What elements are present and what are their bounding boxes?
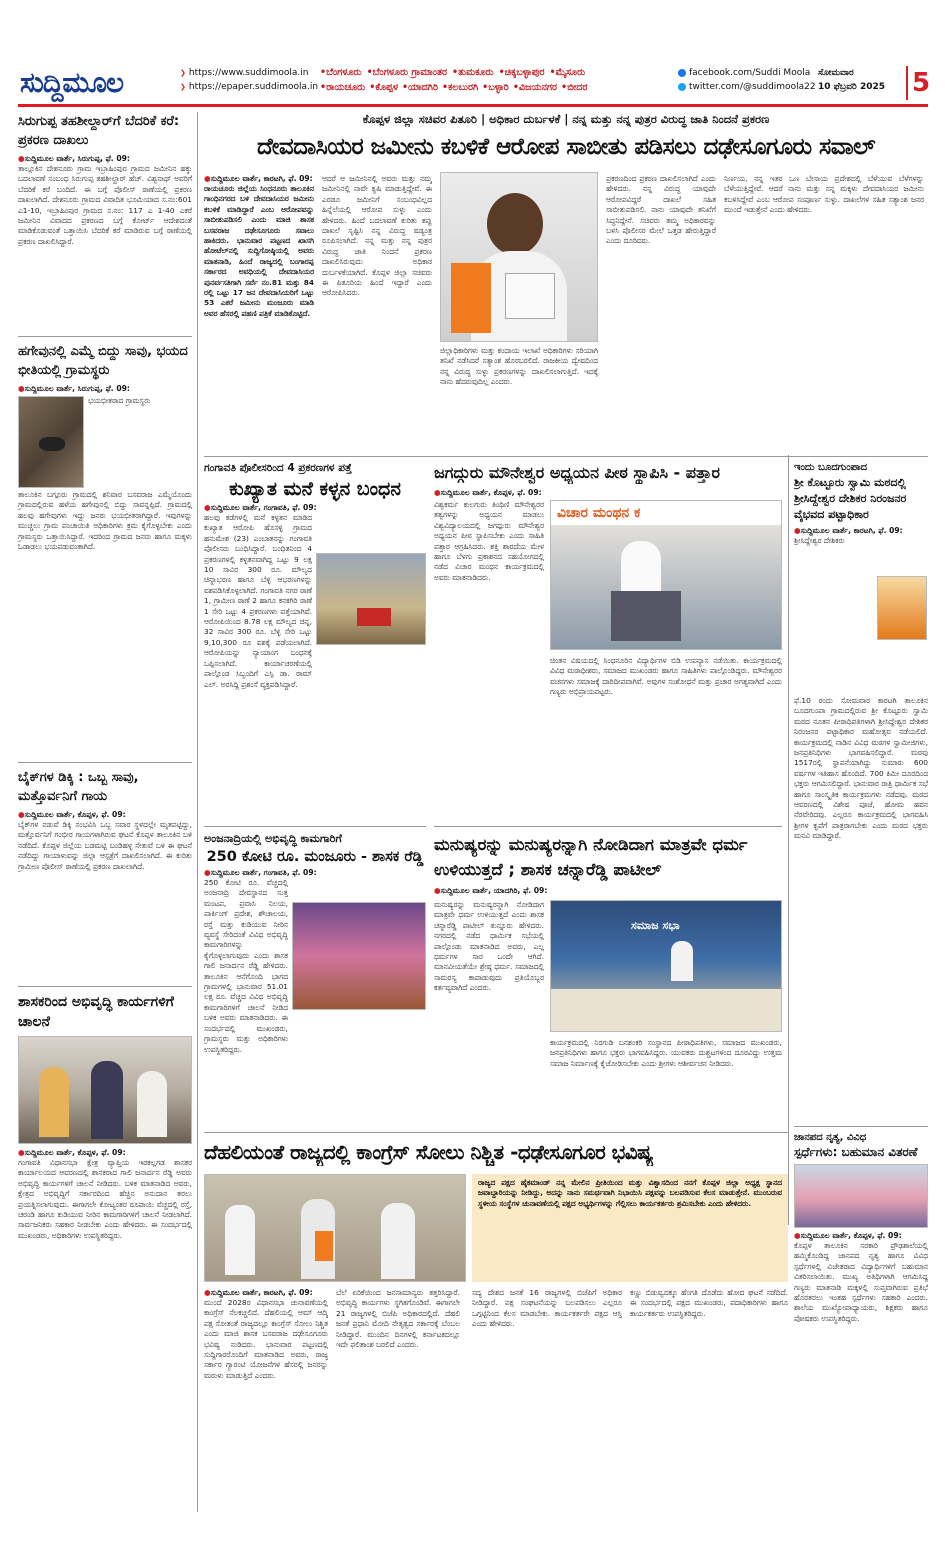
byline: ●ಸುದ್ದಿಮೂಲ ವಾರ್ತೆ, ಕಾರಟಗಿ, ಫೆ. 09: [794, 526, 903, 535]
byline: ●ಸುದ್ದಿಮೂಲ ವಾರ್ತೆ, ಸಿರುಗುಪ್ಪ, ಫೆ. 09: [18, 154, 130, 163]
nav-item-mysuru[interactable]: •ಮೈಸೂರು [549, 67, 586, 78]
nav-item-bengaluru-rural[interactable]: •ಬೆಂಗಳೂರು ಗ್ರಾಮಾಂತರ [366, 67, 447, 78]
col-3: ಸದ್ಯ ದೇಶದ ಜನತೆ 16 ರಾಜ್ಯಗಳಲ್ಲಿ ಬಿಜೆಪಿಗೆ ಅಧಿಕಾರ ನೀಡಿದ್ದಾರೆ. ಪಕ್ಷ ಸಂಘಟನೆಯನ್ನು ಬಲಪಡಿಸಲು ಎಲ್ಲರೂ ಒಗ್ಗಟ್ಟಿನಿಂದ ಕೆಲಸ ಮಾಡಬೇಕು. ಕಾರ್ಯಕರ್ತರೇ ಪಕ್ಷದ ಆಸ್ತಿ ಎಂದು ಹೇಳಿದರು. [472, 1288, 622, 1329]
nav-item-bidar[interactable]: •ಬೀದರ [561, 82, 588, 93]
byline: ●ಸುದ್ದಿಮೂಲ ವಾರ್ತೆ, ಕೊಪ್ಪಳ, ಫೆ. 09: [18, 810, 126, 819]
highlight-box [472, 1174, 788, 1282]
headline: ಶಾಸಕರಿಂದ ಅಭಿವೃದ್ಧಿ ಕಾರ್ಯಗಳಿಗೆ ಚಾಲನೆ [18, 994, 174, 1030]
kicker: ಇಂದು ಬೂದಗುಂಪಾದ [794, 462, 868, 473]
col-1: ಮನುಷ್ಯರನ್ನು ಮನುಷ್ಯರನ್ನಾಗಿ ನೋಡಿದಾಗ ಮಾತ್ರವೇ ಧರ್ಮ ಉಳಿಯುತ್ತದೆ ಎಂದು ಶಾಸಕ ಚನ್ನಾರೆಡ್ಡಿ ಪಾಟೀಲ್ ತುನ್ನೂರು ಹೇಳಿದರು. ನಗರದಲ್ಲಿ ನಡೆದ ಧಾರ್ಮಿಕ ಸಭೆಯಲ್ಲಿ ಪಾಲ್ಗೊಂಡು ಮಾತನಾಡಿದ ಅವರು, ಎಲ್ಲ ಧರ್ಮಗಳ ಸಾರ ಒಂದೇ ಆಗಿದೆ. ಮಾನವೀಯತೆಯೇ ಶ್ರೇಷ್ಠ ಧರ್ಮ. ಸಮಾಜದಲ್ಲಿ ಸಾಮರಸ್ಯ ಕಾಪಾಡುವುದು ಪ್ರತಿಯೊಬ್ಬರ ಕರ್ತವ್ಯವಾಗಿದೆ ಎಂದರು. [434, 900, 544, 993]
nav-item-raichur[interactable]: •ರಾಯಚೂರು [320, 82, 366, 93]
headline: ದೆಹಲಿಯಂತೆ ರಾಜ್ಯದಲ್ಲಿ ಕಾಂಗ್ರೆಸ್ ಸೋಲು ನಿಶ್ಚಿತ -ಧಢೇಸೂಗೂರ ಭವಿಷ್ಯ [204, 1140, 654, 1164]
facebook-link[interactable]: facebook.com/Suddi Moola [689, 68, 811, 78]
photo-banner: ವಿಚಾರ ಮಂಥನ ಕ [551, 501, 782, 525]
jagadguru-photo [550, 500, 782, 650]
story-body: ಫೆ.10 ರಂದು ಸೋಮವಾರ ಕಾರಟಗಿ ತಾಲೂಕಿನ ಬೂದಗುಂಪಾ ಗ್ರಾಮದಲ್ಲಿರುವ ಶ್ರೀ ಕೊಟ್ಟೂರು ಸ್ವಾಮಿ ಮಠದ ನೂತನ ಪೀಠಾಧಿಪತಿಗಳಾಗಿ ಶ್ರೀಸಿದ್ದೇಶ್ವರ ದೇಶಿಕರ ನಿರಂಜನರ ಪಟ್ಟಾಧಿಕಾರ ಮಹೋತ್ಸವ ನಡೆಯಲಿದೆ. ಕಾರ್ಯಕ್ರಮದಲ್ಲಿ ನಾಡಿನ ವಿವಿಧ ಮಠಗಳ ಸ್ವಾಮೀಜಿಗಳು, ಜನಪ್ರತಿನಿಧಿಗಳು ಭಾಗವಹಿಸಲಿದ್ದಾರೆ. ಮಠವು 1517ರಲ್ಲಿ ಸ್ಥಾಪನೆಯಾಗಿದ್ದು ಸುಮಾರು 600 ವರ್ಷಗಳ ಇತಿಹಾಸ ಹೊಂದಿದೆ. 700 ಕಿಮೀ ದೂರದಿಂದ ಭಕ್ತರು ಆಗಮಿಸಲಿದ್ದಾರೆ. ಭಾನುವಾರ ರಾತ್ರಿ ಧಾರ್ಮಿಕ ಸಭೆ ಹಾಗೂ ಸಾಂಸ್ಕೃತಿಕ ಕಾರ್ಯಕ್ರಮಗಳು ನಡೆದವು. ಮಠದ ಆವರಣದಲ್ಲಿ ವಿಶೇಷ ಪೂಜೆ, ಹೋಮ ಹವನ ನೆರವೇರಿದವು. ಎಲ್ಲರೂ ಕಾರ್ಯಕ್ರಮದಲ್ಲಿ ಭಾಗವಹಿಸಿ ಶ್ರೀಗಳ ಕೃಪೆಗೆ ಪಾತ್ರರಾಗಬೇಕು ಎಂದು ಮಠದ ಭಕ್ತರು ಮನವಿ ಮಾಡಿದ್ದಾರೆ. [794, 696, 928, 841]
stage-banner: ಸಮಾಜ ಸಭಾ [631, 919, 680, 932]
left-story-buffalo [18, 342, 192, 742]
date-block [818, 68, 904, 92]
byline: ●ಸುದ್ದಿಮೂಲ ವಾರ್ತೆ, ಯಾದಗಿರಿ, ಫೆ. 09: [434, 886, 548, 895]
lead-story [204, 112, 928, 452]
lead-col-4: ಪ್ರಕರಣದಿಂದ ಪ್ರಕರಣ ದಾಖಲಿಸಲಾಗಿದೆ ಎಂದು ಹೇಳಿದರು. ನನ್ನ ವಿರುದ್ಧ ಯಾವುದೇ ಆರೋಪವಿದ್ದರೆ ದಾಖಲೆ ಸಹಿತ ಸಾಬೀತುಪಡಿಸಲಿ. ನಾನು ಯಾವುದೇ ತನಿಖೆಗೆ ಸಿದ್ಧನಿದ್ದೇನೆ. ಸಚಿವರು ತಮ್ಮ ಅಧಿಕಾರವನ್ನು ಬಳಸಿ ಪೊಲೀಸರ ಮೇಲೆ ಒತ್ತಡ ಹೇರುತ್ತಿದ್ದಾರೆ ಎಂದು ದೂರಿದರು. [606, 174, 716, 246]
byline: ●ಸುದ್ದಿಮೂಲ ವಾರ್ತೆ, ಕೊಪ್ಪಳ, ಫೆ. 09: [434, 488, 542, 497]
facebook-icon [678, 69, 686, 77]
swamiji-photo [877, 576, 927, 640]
left-story-development [18, 992, 192, 1512]
twitter-icon [678, 83, 686, 91]
headline: ಮನುಷ್ಯರನ್ನು ಮನುಷ್ಯರನ್ನಾಗಿ ನೋಡಿದಾಗ ಮಾತ್ರವೇ ಧರ್ಮ ಉಳಿಯುತ್ತದೆ ; ಶಾಸಕ ಚನ್ನಾರೆಡ್ಡಿ ಪಾಟೀಲ್ [434, 835, 748, 879]
nav-item-bengaluru[interactable]: •ಬೆಂಗಳೂರು [320, 67, 362, 78]
arrow-icon: ❯ [180, 69, 186, 77]
arrow-icon: ❯ [180, 83, 186, 91]
nav-item-tumakuru[interactable]: •ತುಮಕೂರು [452, 67, 494, 78]
right-story-mutt [794, 462, 928, 1122]
col-1: ಮುಂದೆ 2028ರ ವಿಧಾನಸಭಾ ಚುನಾವಣೆಯಲ್ಲಿ ಕಾಂಗ್ರೆಸ್ ನೆಲಕಚ್ಚಲಿದೆ. ದೆಹಲಿಯಲ್ಲಿ ಆಮ್ ಆದ್ಮಿ ಪಕ್ಷ ಸೋತಂತೆ ರಾಜ್ಯದಲ್ಲೂ ಕಾಂಗ್ರೆಸ್ ಸೋಲು ನಿಶ್ಚಿತ ಎಂದು ಮಾಜಿ ಶಾಸಕ ಬಸವರಾಜ ದಢೇಸೂಗೂರು ಭವಿಷ್ಯ ನುಡಿದರು. ಭಾನುವಾರ ಪಟ್ಟಣದಲ್ಲಿ ಸುದ್ದಿಗಾರರೊಂದಿಗೆ ಮಾತನಾಡಿದ ಅವರು, ರಾಜ್ಯ ಸರ್ಕಾರ ಗ್ಯಾರಂಟಿ ಯೋಜನೆಗಳ ಹೆಸರಲ್ಲಿ ಜನರನ್ನು ಮರುಳು ಮಾಡುತ್ತಿದೆ ಎಂದರು. [204, 1298, 328, 1380]
police-photo [316, 553, 426, 645]
story-body: ತಾಲೂಕಿನ ಬಗ್ಗೂರು ಗ್ರಾಮದಲ್ಲಿ ಶನಿವಾರ ಬಸವರಾಜ ಎಮ್ಮೆಯೊಂದು ಗ್ರಾಮದಲ್ಲಿರುವ ಹಳೆಯ ಹಗೇವುನಲ್ಲಿ ಬಿದ್ದು ಸಾವನ್ನಪ್ಪಿದೆ. ಗ್ರಾಮದಲ್ಲಿ ಹಲವು ಹಗೇವುಗಳು ಇದ್ದು ಜನರು ಭಯಭೀತರಾಗಿದ್ದಾರೆ. ಇವುಗಳನ್ನು ಮುಚ್ಚಲು ಗ್ರಾಮ ಪಂಚಾಯಿತಿ ಅಧಿಕಾರಿಗಳು ಕ್ರಮ ಕೈಗೊಳ್ಳಬೇಕು ಎಂದು ಗ್ರಾಮಸ್ಥರು ಒತ್ತಾಯಿಸಿದ್ದಾರೆ. ಇದರಿಂದ ಗ್ರಾಮದ ಜನರು ಹಾಗೂ ಮಕ್ಕಳು ಓಡಾಡಲು ಭಯಪಡುವಂತಾಗಿದೆ. [18, 490, 192, 552]
mla-office-photo [18, 1036, 192, 1144]
col-2: ಕಾರ್ಯಕ್ರಮದಲ್ಲಿ ನಿರಗುಡಿ ಬನಶಂಕರಿ ಸಂಸ್ಥಾನದ ಪೀಠಾಧಿಪತಿಗಳು, ಸಮಾಜದ ಮುಖಂಡರು, ಜನಪ್ರತಿನಿಧಿಗಳು ಹಾಗೂ ಭಕ್ತರು ಭಾಗವಹಿಸಿದ್ದರು. ಯುವಕರು ದುಶ್ಚಟಗಳಿಂದ ದೂರವಿದ್ದು ಉತ್ತಮ ಸಮಾಜ ನಿರ್ಮಾಣಕ್ಕೆ ಕೈಜೋಡಿಸಬೇಕು ಎಂದು ಶ್ರೀಗಳು ಆಶೀರ್ವಚನ ನೀಡಿದರು. [550, 1038, 782, 1068]
story-body-side: ಭಯಭೀತರಾದ ಗ್ರಾಮಸ್ಥರು [88, 396, 151, 405]
delhi-photo [204, 1174, 466, 1282]
nav-item-ballari[interactable]: •ಬಳ್ಳಾರಿ [482, 82, 509, 93]
masthead [18, 66, 931, 100]
jagadguru-story [434, 462, 782, 822]
ceremony-photo [292, 902, 426, 1010]
website-link[interactable]: https://www.suddimoola.in [188, 68, 309, 78]
story-body: 250 ಕೋಟಿ ರೂ. ವೆಚ್ಚದಲ್ಲಿ ಅಂಜನಾದ್ರಿ ದೇವಸ್ಥಾನದ ಸುತ್ತ ಮಂಟಪ, ಪ್ರವಾಸಿ ನಿಲಯ, ಪಾರ್ಕಿಂಗ್ ಪ್ರದೇಶ, ಶೌಚಾಲಯ, ರಸ್ತೆ ಮತ್ತು ಕುಡಿಯುವ ನೀರಿನ ವ್ಯವಸ್ಥೆ ಸೇರಿದಂತೆ ವಿವಿಧ ಅಭಿವೃದ್ಧಿ ಕಾಮಗಾರಿಗಳನ್ನು ಕೈಗೊಳ್ಳಲಾಗುವುದು ಎಂದು ಶಾಸಕ ಗಾಲಿ ಜನಾರ್ದನ ರೆಡ್ಡಿ ಹೇಳಿದರು. ತಾಲೂಕಿನ ಆನೆಗೊಂದಿ ಭಾಗದ ಗ್ರಾಮಗಳಲ್ಲಿ ಭಾನುವಾರ 51.01 ಲಕ್ಷ ರೂ. ವೆಚ್ಚದ ವಿವಿಧ ಅಭಿವೃದ್ಧಿ ಕಾಮಗಾರಿಗಳಿಗೆ ಚಾಲನೆ ನೀಡಿದ ಬಳಿಕ ಅವರು ಮಾತನಾಡಿದರು. ಈ ಸಂದರ್ಭದಲ್ಲಿ ಮುಖಂಡರು, ಗ್ರಾಮಸ್ಥರು ಮತ್ತು ಅಧಿಕಾರಿಗಳು ಉಪಸ್ಥಿತರಿದ್ದರು. [204, 878, 288, 1054]
lead-col-1: ರಾಯಚೂರು ಜಿಲ್ಲೆಯ ಸಿಂಧನೂರು ತಾಲೂಕಿನ ಗಾಂಧಿನಗರದ ಬಳಿ ದೇವದಾಸಿಯರ ಜಮೀನು ಕಬಳಿಕೆ ಮಾಡಿದ್ದಾರೆ ಎಂಬ ಆರೋಪವನ್ನು ಸಾಬೀತುಪಡಿಸಲಿ ಎಂದು ಮಾಜಿ ಶಾಸಕ ಬಸವರಾಜ ದಢೇಸೂಗೂರು ಸವಾಲು ಹಾಕಿದರು. ಭಾನುವಾರ ಪಟ್ಟಣದ ಖಾಸಗಿ ಹೋಟೆಲ್‌ನಲ್ಲಿ ಸುದ್ದಿಗೋಷ್ಠಿಯಲ್ಲಿ ಅವರು ಮಾತನಾಡಿ, ಹಿಂದೆ ರಾಜ್ಯದಲ್ಲಿ ಬಂಗಾರಪ್ಪ ಸರ್ಕಾರದ ಅವಧಿಯಲ್ಲಿ ದೇವದಾಸಿಯರ ಪುನರ್ವಸತಿಗಾಗಿ ಸರ್ವೆ ನಂ.81 ಮತ್ತು 84 ರಲ್ಲಿ ಒಟ್ಟು 17 ಜನ ದೇವದಾಸಿಯರಿಗೆ ಒಟ್ಟು 53 ಎಕರೆ ಜಮೀನು ಮಂಜೂರು ಮಾಡಿ ಅವರ ಹೆಸರಲ್ಲಿ ಪಹಣಿ ಪತ್ರಿಕೆ ಮಾಡಿಕೊಟ್ಟಿದೆ. [204, 184, 314, 318]
col-2: ಬೆಲೆ ಏರಿಕೆಯಿಂದ ಜನಸಾಮಾನ್ಯರು ತತ್ತರಿಸಿದ್ದಾರೆ. ಅಭಿವೃದ್ಧಿ ಕಾರ್ಯಗಳು ಸ್ಥಗಿತಗೊಂಡಿವೆ. ಈಗಾಗಲೇ 21 ರಾಜ್ಯಗಳಲ್ಲಿ ಬಿಜೆಪಿ ಅಧಿಕಾರದಲ್ಲಿದೆ. ದೆಹಲಿ ಜನತೆ ಪ್ರಧಾನಿ ಮೋದಿ ನೇತೃತ್ವದ ಸರ್ಕಾರಕ್ಕೆ ಬೆಂಬಲ ನೀಡಿದ್ದಾರೆ. ಮುಂದಿನ ದಿನಗಳಲ್ಲಿ ಕರ್ನಾಟಕದಲ್ಲೂ ಇದೇ ಫಲಿತಾಂಶ ಬರಲಿದೆ ಎಂದರು. [336, 1288, 460, 1350]
page-number: 5 [912, 68, 931, 98]
story-body: ಕೊಪ್ಪಳ ತಾಲೂಕಿನ ಸರಕಾರಿ ಪ್ರೌಢಶಾಲೆಯಲ್ಲಿ ಹಮ್ಮಿಕೊಂಡಿದ್ದ ಜಾನಪದ ನೃತ್ಯ ಹಾಗೂ ವಿವಿಧ ಸ್ಪರ್ಧೆಗಳಲ್ಲಿ ವಿಜೇತರಾದ ವಿದ್ಯಾರ್ಥಿಗಳಿಗೆ ಬಹುಮಾನ ವಿತರಿಸಲಾಯಿತು. ಮುಖ್ಯ ಅತಿಥಿಗಳಾಗಿ ಆಗಮಿಸಿದ್ದ ಗಣ್ಯರು ಮಾತನಾಡಿ ಮಕ್ಕಳಲ್ಲಿ ಸುಪ್ತವಾಗಿರುವ ಪ್ರತಿಭೆ ಹೊರತರಲು ಇಂತಹ ಸ್ಪರ್ಧೆಗಳು ಸಹಕಾರಿ ಎಂದರು. ಶಾಲೆಯ ಮುಖ್ಯೋಪಾಧ್ಯಾಯರು, ಶಿಕ್ಷಕರು ಹಾಗೂ ಪೋಷಕರು ಉಪಸ್ಥಿತರಿದ್ದರು. [794, 1241, 928, 1323]
headline: ಜಗದ್ಗುರು ಮೌನೇಶ್ವರ ಅಧ್ಯಯನ ಪೀಠ ಸ್ಥಾಪಿಸಿ - ಪತ್ತಾರ [434, 463, 720, 482]
headline: ಹಗೇವುನಲ್ಲಿ ಎಮ್ಮೆ ಬಿದ್ದು ಸಾವು, ಭಯದ ಭೀತಿಯಲ್ಲಿ ಗ್ರಾಮಸ್ಥರು [18, 344, 188, 378]
lead-photo [440, 172, 598, 342]
headline: 250 ಕೋಟಿ ರೂ. ಮಂಜೂರು - ಶಾಸಕ ರೆಡ್ಡಿ [206, 849, 424, 865]
nav-item-kalaburagi[interactable]: •ಕಲಬುರಗಿ [441, 82, 479, 93]
nav-item-chikkaballapur[interactable]: •ಚಿಕ್ಕಬಳ್ಳಾಪುರ [498, 67, 545, 78]
region-nav [320, 67, 680, 93]
lead-col-3: ಜಿಲ್ಲಾಧಿಕಾರಿಗಳು ಮತ್ತು ಕಂದಾಯ ಇಲಾಖೆ ಅಧಿಕಾರಿಗಳು ಸರಿಯಾಗಿ ತನಿಖೆ ನಡೆಸಿದರೆ ಸತ್ಯಾಂಶ ಹೊರಬರಲಿದೆ. ರಾಜಕೀಯ ದ್ವೇಷದಿಂದ ನನ್ನ ವಿರುದ್ಧ ಸುಳ್ಳು ಪ್ರಕರಣಗಳನ್ನು ದಾಖಲಿಸಲಾಗುತ್ತಿದೆ. ಇದಕ್ಕೆ ನಾನು ಹೆದರುವುದಿಲ್ಲ ಎಂದರು. [440, 346, 598, 387]
kicker: ಅಂಜನಾದ್ರಿಯಲ್ಲಿ ಅಭಿವೃದ್ಧಿ ಕಾಮಗಾರಿಗೆ [204, 832, 342, 845]
story-body: ಗಂಗಾವತಿ ವಿಧಾನಸಭಾ ಕ್ಷೇತ್ರ ವ್ಯಾಪ್ತಿಯ ಇರಕಲ್ಲಗಡ ಶಾಸಕರ ಕಾರ್ಯಾಲಯದ ಆವರಣದಲ್ಲಿ ಶಾಸಕರಾದ ಗಾಲಿ ಜನಾರ್ದನ ರೆಡ್ಡಿ ಅವರು ಅಭಿವೃದ್ಧಿ ಕಾರ್ಯಗಳಿಗೆ ಚಾಲನೆ ನೀಡಿದರು. ಬಳಿಕ ಮಾತನಾಡಿದ ಅವರು, ಕ್ಷೇತ್ರದ ಅಭಿವೃದ್ಧಿಗೆ ಸರ್ಕಾರದಿಂದ ಹೆಚ್ಚಿನ ಅನುದಾನ ತರಲು ಪ್ರಯತ್ನಿಸಲಾಗುವುದು. ಈಗಾಗಲೇ ಕೋಟ್ಯಂತರ ರೂಪಾಯಿ ವೆಚ್ಚದಲ್ಲಿ ರಸ್ತೆ, ಚರಂಡಿ ಹಾಗೂ ಕುಡಿಯುವ ನೀರಿನ ಕಾಮಗಾರಿಗಳಿಗೆ ಚಾಲನೆ ನೀಡಲಾಗಿದೆ. ಸಾರ್ವಜನಿಕರು ಸಹಕಾರ ನೀಡಬೇಕು ಎಂದು ಹೇಳಿದರು. ಈ ಸಂದರ್ಭದಲ್ಲಿ ಮುಖಂಡರು, ಅಧಿಕಾರಿಗಳು ಉಪಸ್ಥಿತರಿದ್ದರು. [18, 1158, 192, 1240]
headline: ಸಿರುಗುಪ್ಪ ತಹಶೀಲ್ದಾರ್‌ಗೆ ಬೆದರಿಕೆ ಕರೆ: ಪ್ರಕರಣ ದಾಖಲು [18, 114, 180, 148]
byline: ●ಸುದ್ದಿಮೂಲ ವಾರ್ತೆ, ಗಂಗಾವತಿ, ಫೆ. 09: [204, 503, 317, 512]
kicker: ಜಾನಪದ ನೃತ್ಯ, ವಿವಿಧ [794, 1132, 867, 1143]
social-links [678, 68, 818, 92]
headline: ಶ್ರೀ ಕೊಟ್ಟೂರು ಸ್ವಾಮಿ ಮಠದಲ್ಲಿ ಶ್ರೀಸಿದ್ದೇಶ್ವರ ದೇಶಿಕರ ನಿರಂಜನರ ವೈಭವದ ಪಟ್ಟಾಧಿಕಾರ [794, 476, 907, 521]
day-label: ಸೋಮವಾರ [818, 68, 854, 78]
date-label: 10 ಫೆಬ್ರವರಿ 2025 [818, 82, 885, 92]
headline: ಬೈಕ್‌ಗಳ ಡಿಕ್ಕಿ : ಒಬ್ಬ ಸಾವು, ಮತ್ತೊರ್ವನಿಗೆ ಗಾಯ [18, 770, 139, 804]
anjanadri-story [204, 826, 426, 1126]
left-story-tahsildar [18, 112, 192, 334]
nav-item-koppal[interactable]: •ಕೊಪ್ಪಳ [369, 82, 399, 93]
byline: ●ಸುದ್ದಿಮೂಲ ವಾರ್ತೆ, ಕೊಪ್ಪಳ, ಫೆ. 09: [794, 1231, 902, 1240]
lead-col-5: ನಿರ್ಣಯ, ನನ್ನ ಇತರ ಒಣ ಬೇಸಾಯ ಪ್ರದೇಶದಲ್ಲಿ ಬೆಳೆಯುವ ಬೆಳೆಗಳನ್ನು ಬೆಳೆಯುತ್ತಿದ್ದೇವೆ. ಆದರೆ ನಾನು ಮತ್ತು ನನ್ನ ಮಕ್ಕಳು ದೇವದಾಸಿಯರ ಜಮೀನು ಕಬಳಿಸಿದ್ದೇವೆ ಎಂಬ ಆರೋಪ ಸಂಪೂರ್ಣ ಸುಳ್ಳು. ದಾಖಲೆಗಳ ಸಹಿತ ಸತ್ಯಾಂಶ ಜನರ ಮುಂದೆ ಇಡುತ್ತೇನೆ ಎಂದು ಹೇಳಿದರು. [724, 174, 924, 215]
story-body: ಬೈಕ್‌ಗಳ ನಡುವೆ ಡಿಕ್ಕಿ ಸಂಭವಿಸಿ ಒಬ್ಬ ಸವಾರ ಸ್ಥಳದಲ್ಲೇ ಮೃತಪಟ್ಟಿದ್ದು, ಮತ್ತೊರ್ವನಿಗೆ ಗಂಭೀರ ಗಾಯಗಳಾಗಿರುವ ಘಟನೆ ಕೊಪ್ಪಳ ತಾಲೂಕಿನ ಬಳಿ ನಡೆದಿದೆ. ಕೊಪ್ಪಳ ಜಿಲ್ಲೆಯ ಬಡಮಟ್ಟಿ ಬಂಡಿಹಳ್ಳ ಸೇತುವೆ ಬಳಿ ಈ ಘಟನೆ ನಡೆದಿದ್ದು ಗಾಯಾಳುವನ್ನು ಜಿಲ್ಲಾ ಆಸ್ಪತ್ರೆಗೆ ದಾಖಲಿಸಲಾಗಿದೆ. ಈ ಕುರಿತು ಗ್ರಾಮೀಣ ಪೊಲೀಸ್ ಠಾಣೆಯಲ್ಲಿ ಪ್ರಕರಣ ದಾಖಲಾಗಿದೆ. [18, 820, 192, 871]
highlight-text: ರಾಜ್ಯದ ಪಕ್ಷದ ಹೈಕಮಾಂಡ್ ನನ್ನ ಮೇಲಿನ ಪ್ರೀತಿಯಿಂದ ಮತ್ತು ವಿಶ್ವಾಸದಿಂದ ನನಗೆ ಕೊಪ್ಪಳ ಜಿಲ್ಲಾ ಅಧ್ಯಕ್ಷ ಸ್ಥಾನದ ಜವಾಬ್ದಾರಿಯನ್ನು ನೀಡಿದ್ದು, ಅದನ್ನು ನಾನು ಸಮರ್ಥವಾಗಿ ನಿಭಾಯಿಸಿ ಪಕ್ಷವನ್ನು ಬಲಪಡಿಸುವ ಕೆಲಸ ಮಾಡುತ್ತೇನೆ. ಮುಂಬರುವ ಸ್ಥಳೀಯ ಸಂಸ್ಥೆಗಳ ಚುನಾವಣೆಯಲ್ಲಿ ಪಕ್ಷದ ಅಭ್ಯರ್ಥಿಗಳನ್ನು ಗೆಲ್ಲಿಸಲು ಕಾರ್ಯಕರ್ತರು ಶ್ರಮಿಸಬೇಕು ಎಂದು ಹೇಳಿದರು. [478, 1178, 782, 1208]
byline: ●ಸುದ್ದಿಮೂಲ ವಾರ್ತೆ, ಗಂಗಾವತಿ, ಫೆ. 09: [204, 868, 317, 877]
kicker: ಗಂಗಾವತಿ ಪೊಲೀಸರಿಂದ 4 ಪ್ರಕರಣಗಳ ಪತ್ತೆ [204, 462, 352, 474]
buffalo-photo [18, 396, 84, 488]
twitter-link[interactable]: twitter.com/@suddimoola22 [689, 82, 816, 92]
lead-kicker: ಕೊಪ್ಪಳ ಜಿಲ್ಲಾ ಸಚಿವರ ಪಿತೂರಿ | ಅಧಿಕಾರ ದುರ್ಬಳಕೆ | ನನ್ನ ಮತ್ತು ನನ್ನ ಪುತ್ರರ ವಿರುದ್ಧ ಜಾತಿ ನಿಂದನೆ ಪ್ರಕರಣ [362, 112, 770, 126]
headline: ಕುಖ್ಯಾತ ಮನೆ ಕಳ್ಳನ ಬಂಧನ [229, 478, 401, 500]
headline: ಸ್ಪರ್ಧೆಗಳು: ಬಹುಮಾನ ವಿತರಣೆ [794, 1145, 918, 1159]
right-story-folk [794, 1132, 928, 1512]
logo: ಸುದ್ದಿಮೂಲ [20, 66, 124, 99]
students-photo [794, 1164, 928, 1228]
nav-item-vijayanagar[interactable]: •ವಿಜಯನಗರ [512, 82, 558, 93]
story-body: ತಾಲ್ಲೂಕಿನ ದೇಶನೂರು ಗ್ರಾಮ ಇಬ್ರಾಹಿಂಪುರ ಗ್ರಾಮದ ಜಮೀನಿನ ಹಕ್ಕು ಬದಲಾವಣೆ ಸಂಬಂಧ ಸಿರುಗುಪ್ಪ ತಹಶೀಲ್ದಾರ್ ಹೆಚ್. ವಿಶ್ವನಾಥ್ ಅವರಿಗೆ ಬೆದರಿಕೆ ಕರೆ ಬಂದಿದೆ. ಈ ಬಗ್ಗೆ ಪೊಲೀಸ್ ಠಾಣೆಯಲ್ಲಿ ಪ್ರಕರಣ ದಾಖಲಾಗಿದೆ. ದೇಶನೂರು ಗ್ರಾಮದ ವಿವಾದಿತ ಭೂಮಿಯಾದ ಸ.ನಂ:601 ಎ1-10, ಇಬ್ರಾಹಿಂಪುರ ಗ್ರಾಮದ ಸ.ನಂ: 117 ಎ 1-40 ಎಕರೆ ಜಮೀನಿನ ವಿವಾದದ ಪ್ರಕರಣದ ಬಗ್ಗೆ ಕೋರ್ಟ್ ಆದೇಶದಂತೆ ಮಾಡಿಕೊಡುವಂತೆ ಒತ್ತಾಯಿಸಿ ಬೆದರಿಕೆ ಕರೆ ಮಾಡಿರುವ ಬಗ್ಗೆ ಠಾಣೆಯಲ್ಲಿ ಪ್ರಕರಣ ದಾಖಲಿಸಿದ್ದಾರೆ. [18, 164, 192, 246]
col-4: ಕಣ್ಣು ಬಿಡುವ್ವದಕ್ಕೂ ಹೆಂಗತಿ ದೊಡೆದು ಹೋದ ಘಟನೆ ನಡೆದಿದೆ. ಈ ಸಂದರ್ಭದಲ್ಲಿ ಪಕ್ಷದ ಮುಖಂಡರು, ಪದಾಧಿಕಾರಿಗಳು ಹಾಗೂ ಕಾರ್ಯಕರ್ತರು ಉಪಸ್ಥಿತರಿದ್ದರು. [630, 1288, 788, 1318]
byline: ●ಸುದ್ದಿಮೂಲ ವಾರ್ತೆ, ಕೊಪ್ಪಳ, ಫೆ. 09: [18, 1148, 126, 1157]
gangavati-story [204, 462, 426, 822]
story-body-top: ಶ್ರೀಸಿದ್ದೇಶ್ವರ ದೇಶಿಕರು [794, 536, 845, 545]
lead-col-2: ಆದರೆ ಆ ಜಮೀನಿನಲ್ಲಿ ಅವರು ಮತ್ತು ನಮ್ಮ ಜಮೀನಿನಲ್ಲಿ ನಾವೇ ಕೃಷಿ ಮಾಡುತ್ತಿದ್ದೇವೆ. ಈ ಎರಡೂ ಜಮೀನಿಗೆ ಸಂಬಂಧವಿಲ್ಲದ ಹಿನ್ನೆಲೆಯಲ್ಲಿ ಆರೋಪ ಸುಳ್ಳು ಎಂದು ಹೇಳಿದರು. ಹಿಂದೆ ಬದಲಾವಣೆ ಕುರಿತು ತಪ್ಪು ದಾಖಲೆ ಸೃಷ್ಟಿಸಿ ನನ್ನ ವಿರುದ್ಧ ಷಡ್ಯಂತ್ರ ರೂಪಿಸಲಾಗಿದೆ. ನನ್ನ ಮತ್ತು ನನ್ನ ಪುತ್ರರ ವಿರುದ್ಧ ಜಾತಿ ನಿಂದನೆ ಪ್ರಕರಣ ದಾಖಲಿಸಿರುವುದು ಅಧಿಕಾರ ದುರ್ಬಳಕೆಯಾಗಿದೆ. ಕೊಪ್ಪಳ ಜಿಲ್ಲಾ ಸಚಿವರು ಈ ಪಿತೂರಿಯ ಹಿಂದೆ ಇದ್ದಾರೆ ಎಂದು ಆರೋಪಿಸಿದರು. [322, 174, 432, 298]
stage-photo [550, 900, 782, 1032]
story-body: ಹಲವು ಕಡೆಗಳಲ್ಲಿ ಮನೆ ಕಳ್ಳತನ ಮಾಡಿದ ಕುಖ್ಯಾತ ಆರೋಪಿ ಹೊಸಳ್ಳಿ ಗ್ರಾಮದ ಹನುಮೇಶ (23) ಎಂಬಾತನನ್ನು ಗಂಗಾವತಿ ಪೊಲೀಸರು ಬಂಧಿಸಿದ್ದಾರೆ. ಬಂಧಿತನಿಂದ 4 ಪ್ರಕರಣಗಳಲ್ಲಿ ಕಳ್ಳತನವಾಗಿದ್ದ ಒಟ್ಟು 9 ಲಕ್ಷ 10 ಸಾವಿರ 300 ರೂ. ಮೌಲ್ಯದ ಚಿನ್ನಾಭರಣ ಹಾಗೂ ಬೆಳ್ಳಿ ಆಭರಣಗಳನ್ನು ವಶಪಡಿಸಿಕೊಳ್ಳಲಾಗಿದೆ. ಗಂಗಾವತಿ ನಗರ ಠಾಣೆ 1, ಗ್ರಾಮೀಣ ಠಾಣೆ 2 ಹಾಗೂ ಕನಕಗಿರಿ ಠಾಣೆ 1 ಸೇರಿ ಒಟ್ಟು 4 ಪ್ರಕರಣಗಳು ಪತ್ತೆಯಾಗಿವೆ. ಆರೋಪಿಯಿಂದ 8.78 ಲಕ್ಷ ಮೌಲ್ಯದ ಚಿನ್ನ, 32 ಸಾವಿರ 300 ರೂ. ಬೆಳ್ಳಿ ಸೇರಿ ಒಟ್ಟು 9,10,300 ರೂ ವಶಕ್ಕೆ ಪಡೆಯಲಾಗಿದೆ. ಆರೋಪಿಯನ್ನು ನ್ಯಾಯಾಂಗ ಬಂಧನಕ್ಕೆ ಒಪ್ಪಿಸಲಾಗಿದೆ. ಕಾರ್ಯಾಚರಣೆಯಲ್ಲಿ ಪಾಲ್ಗೊಂಡ ಸಿಬ್ಬಂದಿಗೆ ಎಸ್ಪಿ ಡಾ. ರಾಮ್ ಎಲ್. ಅರಸಿದ್ದಿ ಪ್ರಶಂಸೆ ವ್ಯಕ್ತಪಡಿಸಿದ್ದಾರೆ. [204, 513, 312, 689]
nav-item-yadgir[interactable]: •ಯಾದಗಿರಿ [402, 82, 438, 93]
left-story-bike [18, 768, 192, 978]
site-links [180, 68, 320, 92]
byline: ●ಸುದ್ದಿಮೂಲ ವಾರ್ತೆ, ಸಿರುಗುಪ್ಪ, ಫೆ. 09: [18, 384, 130, 393]
byline: ●ಸುದ್ದಿಮೂಲ ವಾರ್ತೆ, ಕಾರಟಗಿ, ಫೆ. 09: [204, 174, 313, 183]
delhi-story [204, 1138, 788, 1518]
masthead-rule [18, 104, 928, 107]
epaper-link[interactable]: https://epaper.suddimoola.in [188, 82, 319, 92]
col-2: ಚಿಂತನ ವಿಷಯದಲ್ಲಿ ಸಿಂಧನೂರಿನ ವಿದ್ಯಾರ್ಥಿಗಳ ಬಿಡಿ ಉಪನ್ಯಾಸ ನಡೆಯಿತು. ಕಾರ್ಯಕ್ರಮದಲ್ಲಿ ವಿವಿಧ ಮಠಾಧೀಶರು, ಸಮಾಜದ ಮುಖಂಡರು ಹಾಗೂ ಸಾಹಿತಿಗಳು ಪಾಲ್ಗೊಂಡಿದ್ದರು. ಮೌನೇಶ್ವರರ ವಚನಗಳು ಸಮಾಜಕ್ಕೆ ದಾರಿದೀಪವಾಗಿವೆ. ಅವುಗಳ ಸಂಶೋಧನೆ ಮತ್ತು ಪ್ರಚಾರ ಅಗತ್ಯವಾಗಿದೆ ಎಂದು ಗಣ್ಯರು ಅಭಿಪ್ರಾಯಪಟ್ಟರು. [550, 656, 782, 697]
manushya-story [434, 832, 782, 1132]
byline: ●ಸುದ್ದಿಮೂಲ ವಾರ್ತೆ, ಕಾರಟಗಿ, ಫೆ. 09: [204, 1288, 313, 1297]
col-1: ವಿಶ್ವಕರ್ಮ ಕುಲಗುರು ತಿಂಥಿಣಿ ಮೌನೇಶ್ವರರ ತತ್ವಗಳನ್ನು ಅಧ್ಯಯನ ಮಾಡಲು ವಿಶ್ವವಿದ್ಯಾಲಯದಲ್ಲಿ ಜಗದ್ಗುರು ಮೌನೇಶ್ವರ ಅಧ್ಯಯನ ಪೀಠ ಸ್ಥಾಪಿಸಬೇಕು ಎಂದು ಸಾಹಿತಿ ಪತ್ತಾರ ಆಗ್ರಹಿಸಿದರು. ಶಕ್ತಿ ಶಾರದೆಯ ಮೇಳ ಹಾಗೂ ಬೆಳಗು ಪ್ರಕಾಶನದ ಸಹಯೋಗದಲ್ಲಿ ನಡೆದ ವಿಚಾರ ಮಂಥನ ಕಾರ್ಯಕ್ರಮದಲ್ಲಿ ಅವರು ಮಾತನಾಡಿದರು. [434, 500, 544, 582]
lead-headline: ದೇವದಾಸಿಯರ ಜಮೀನು ಕಬಳಿಕೆ ಆರೋಪ ಸಾಬೀತು ಪಡಿಸಲು ದಢೇಸೂಗೂರು ಸವಾಲ್ [257, 134, 875, 160]
